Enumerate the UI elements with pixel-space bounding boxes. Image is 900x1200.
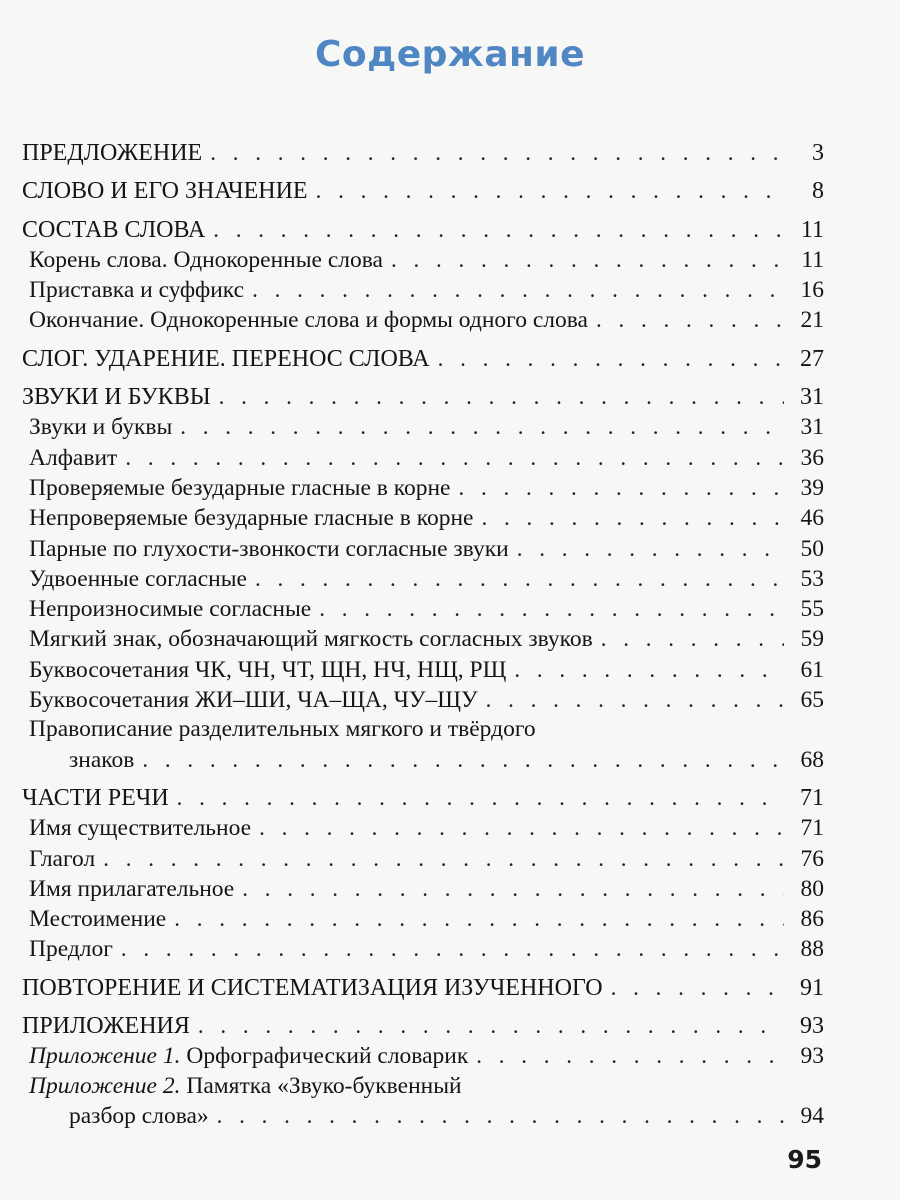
toc-entry-page: 27 — [800, 345, 824, 372]
toc-entry — [22, 245, 824, 275]
toc-entry-page: 93 — [800, 1013, 824, 1040]
dot-leader — [514, 655, 784, 684]
toc-entry-page: 71 — [800, 815, 824, 842]
toc-entry-title: Местоимение — [29, 906, 167, 933]
dot-leader — [517, 534, 784, 563]
toc-entry-title: Буквосочетания ЧК, ЧН, ЧТ, ЩН, НЧ, НЩ, РЩ — [29, 656, 507, 683]
toc-entry — [22, 1101, 824, 1131]
dot-leader — [242, 874, 784, 903]
dot-leader — [458, 473, 784, 502]
toc-entry-title: Алфавит — [29, 444, 118, 471]
toc-entry-page: 86 — [800, 906, 824, 933]
toc-entry-title: Приставка и суффикс — [29, 277, 245, 304]
toc-entry-page: 91 — [800, 974, 824, 1001]
toc-entry-page: 80 — [800, 875, 824, 902]
toc-entry — [22, 215, 824, 245]
toc-entry-page: 65 — [800, 687, 824, 714]
dot-leader — [198, 1011, 784, 1040]
toc-entry — [22, 473, 824, 503]
toc-entry — [22, 844, 824, 874]
toc-entry-page: 46 — [800, 505, 824, 532]
toc-entry-title: СЛОВО И ЕГО ЗНАЧЕНИЕ — [22, 178, 308, 205]
dot-leader — [601, 624, 784, 653]
toc-entry-page: 31 — [800, 414, 824, 441]
toc-entry-title: Мягкий знак, обозначающий мягкость согласных звуков — [29, 626, 593, 653]
toc-entry-title: ПРЕДЛОЖЕНИЕ — [22, 140, 203, 166]
dot-leader — [217, 1101, 784, 1130]
toc-entry-title-line1 — [22, 1072, 824, 1101]
toc-entry — [22, 305, 824, 335]
toc-entry — [22, 904, 824, 934]
toc-entry-page: 36 — [800, 444, 824, 471]
toc-entry-title: ЧАСТИ РЕЧИ — [22, 784, 169, 811]
toc-entry — [22, 685, 824, 715]
toc-entry — [22, 344, 824, 374]
dot-leader — [177, 783, 784, 812]
dot-leader — [481, 503, 784, 532]
toc-entry — [22, 275, 824, 305]
table-of-contents — [22, 138, 824, 1131]
toc-entry-title: Буквосочетания ЖИ–ШИ, ЧА–ЩА, ЧУ–ЩУ — [29, 687, 478, 714]
toc-entry-page: 11 — [800, 216, 824, 243]
dot-leader — [174, 904, 784, 933]
toc-entry — [22, 934, 824, 964]
toc-entry-title: Корень слова. Однокоренные слова — [29, 246, 383, 273]
toc-entry-title-line1: Правописание разделительных мягкого и твёрдого — [29, 716, 536, 743]
toc-entry — [22, 382, 824, 412]
toc-entry-title: Непроверяемые безударные гласные в корне — [29, 505, 474, 532]
toc-entry-page: 76 — [800, 845, 824, 872]
toc-entry — [22, 1041, 824, 1071]
toc-entry — [22, 534, 824, 564]
toc-entry-page: 93 — [800, 1043, 824, 1070]
appendix-label: Приложение 2. — [29, 1072, 181, 1099]
dot-leader — [255, 564, 784, 593]
dot-leader — [486, 685, 784, 714]
toc-entry-page: 39 — [800, 474, 824, 501]
toc-entry-page: 3 — [812, 140, 824, 166]
toc-entry-title: СЛОГ. УДАРЕНИЕ. ПЕРЕНОС СЛОВА — [22, 345, 430, 372]
toc-entry-title: Окончание. Однокоренные слова и формы одного слова — [29, 307, 588, 334]
toc-entry-title: Предлог — [29, 936, 113, 963]
toc-entry-title: СОСТАВ СЛОВА — [22, 216, 206, 243]
toc-entry-title: Проверяемые безударные гласные в корне — [29, 474, 451, 501]
toc-entry-title: Непроизносимые согласные — [29, 596, 312, 623]
dot-leader — [476, 1041, 784, 1070]
dot-leader — [438, 344, 784, 373]
appendix-title: Памятка «Звуко-буквенный — [180, 1072, 462, 1099]
toc-entry-page: 50 — [800, 535, 824, 562]
toc-entry-page: 21 — [800, 307, 824, 334]
toc-entry-page: 88 — [800, 936, 824, 963]
toc-entry — [22, 973, 824, 1003]
toc-entry-page: 16 — [800, 277, 824, 304]
dot-leader — [121, 934, 784, 963]
dot-leader — [252, 275, 784, 304]
dot-leader — [180, 412, 784, 441]
toc-entry-page: 61 — [800, 656, 824, 683]
toc-entry — [22, 176, 824, 206]
toc-entry-title: ПРИЛОЖЕНИЯ — [22, 1013, 190, 1040]
toc-entry-title: Имя прилагательное — [29, 875, 235, 902]
dot-leader — [391, 245, 784, 274]
toc-entry-page: 55 — [800, 596, 824, 623]
toc-entry-title — [29, 1042, 468, 1071]
toc-entry-title-line2: разбор слова» — [69, 1102, 209, 1129]
toc-entry — [22, 624, 824, 654]
toc-entry-page: 68 — [800, 746, 824, 773]
toc-entry — [22, 1011, 824, 1041]
toc-entry — [22, 412, 824, 442]
toc-entry-page: 8 — [812, 178, 824, 205]
toc-entry — [22, 503, 824, 533]
toc-entry-title: Глагол — [29, 845, 96, 872]
dot-leader — [219, 382, 784, 411]
toc-entry-page: 71 — [800, 784, 824, 811]
dot-leader — [316, 176, 784, 205]
dot-leader — [103, 844, 784, 873]
appendix-title: Орфографический словарик — [180, 1043, 469, 1070]
dot-leader — [210, 138, 784, 167]
toc-entry — [22, 783, 824, 813]
toc-entry — [22, 138, 824, 168]
toc-entry-page: 53 — [800, 565, 824, 592]
toc-entry-title-line2: знаков — [69, 746, 135, 773]
toc-entry-page: 59 — [800, 626, 824, 653]
toc-entry — [22, 564, 824, 594]
toc-entry-title: Парные по глухости-звонкости согласные звуки — [29, 535, 509, 562]
toc-entry — [22, 655, 824, 685]
toc-entry-title: Звуки и буквы — [29, 414, 173, 441]
toc-entry-title: Имя существительное — [29, 815, 252, 842]
dot-leader — [142, 745, 784, 774]
dot-leader — [596, 305, 784, 334]
toc-entry — [22, 594, 824, 624]
toc-entry-page: 94 — [800, 1102, 824, 1129]
dot-leader — [259, 813, 784, 842]
toc-entry-title: ЗВУКИ И БУКВЫ — [22, 384, 211, 411]
toc-entry-page: 11 — [801, 246, 824, 273]
toc-entry-page: 31 — [800, 384, 824, 411]
toc-entry — [22, 745, 824, 775]
dot-leader — [125, 443, 784, 472]
page-number: 95 — [787, 1145, 822, 1174]
toc-entry-title: Удвоенные согласные — [29, 565, 247, 592]
toc-entry — [22, 874, 824, 904]
toc-entry — [22, 443, 824, 473]
dot-leader — [611, 973, 784, 1002]
toc-entry-title: ПОВТОРЕНИЕ И СИСТЕМАТИЗАЦИЯ ИЗУЧЕННОГО — [22, 974, 603, 1001]
page-title: Содержание — [314, 34, 586, 75]
dot-leader — [213, 215, 784, 244]
dot-leader — [319, 594, 784, 623]
appendix-label: Приложение 1. — [29, 1043, 181, 1070]
toc-entry — [22, 813, 824, 843]
